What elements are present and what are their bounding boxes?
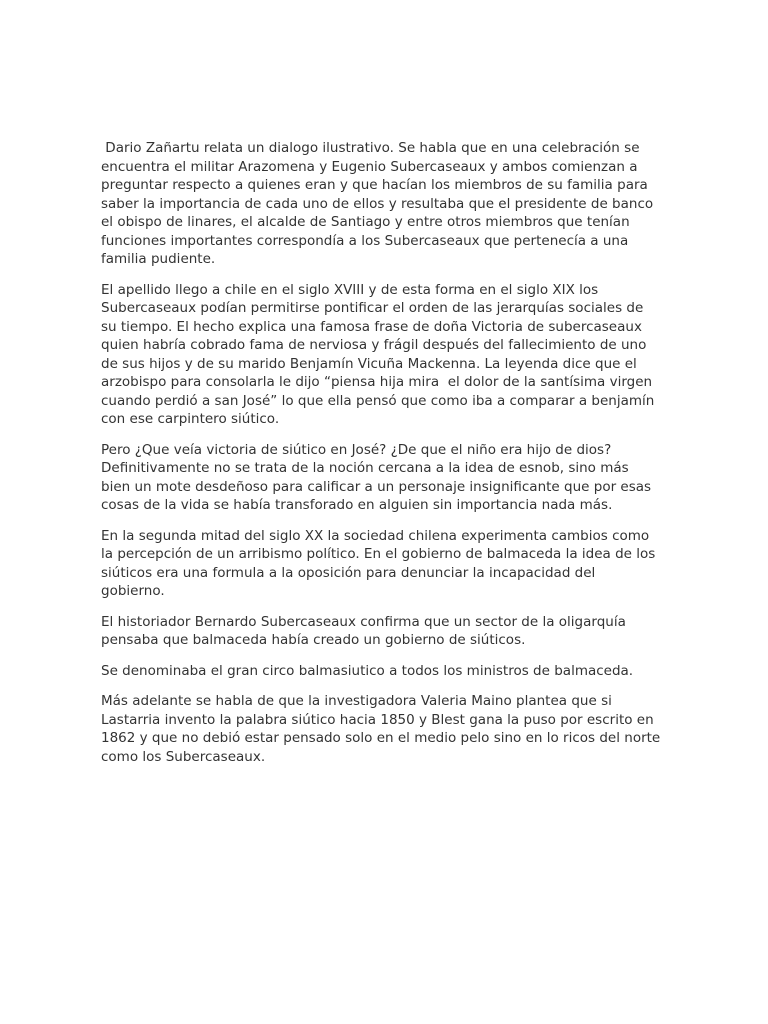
paragraph-3: Pero ¿Que veía victoria de siútico en José? ¿De que el niño era hijo de dios? Definitivamente no se trata de la noción cercana a la idea de esnob, sino más bien un mote desdeñoso para calificar a un personaje insignificante que por esas cosas de la vida se había transforado en alguien sin importancia nada más. — [101, 441, 656, 513]
document-text-block — [101, 139, 665, 766]
paragraph-4: En la segunda mitad del siglo XX la sociedad chilena experimenta cambios como la percepción de un arribismo político. En el gobierno de balmaceda la idea de los siúticos era una formula a la oposición para denunciar la incapacidad del gobierno. — [101, 527, 660, 599]
paragraph-2: El apellido llego a chile en el siglo XVIII y de esta forma en el siglo XIX los Subercaseaux podían permitirse pontificar el orden de las jerarquías sociales de su tiempo. El hecho explica una famosa frase de doña Victoria de subercaseaux quien habría cobrado fama de nerviosa y frágil después del fallecimiento de uno de sus hijos y de su marido Benjamín Vicuña Mackenna. La leyenda dice que el arzobispo para consolarla le dijo “piensa hija mira el dolor de la santísima virgen cuando perdió a san José” lo que ella pensó que como iba a comparar a benjamín con ese carpintero siútico. — [101, 281, 659, 427]
paragraph-7: Más adelante se habla de que la investigadora Valeria Maino plantea que si Lastarria invento la palabra siútico hacia 1850 y Blest gana la puso por escrito en 1862 y que no debió estar pensado solo en el medio pelo sino en lo ricos del norte como los Subercaseaux. — [101, 693, 665, 765]
paragraph-1: Dario Zañartu relata un dialogo ilustrativo. Se habla que en una celebración se encuentra el militar Arazomena y Eugenio Subercaseaux y ambos comienzan a preguntar respecto a quienes eran y que hacían los miembros de su familia para saber la importancia de cada uno de ellos y resultaba que el presidente de banco el obispo de linares, el alcalde de Santiago y entre otros miembros que tenían funciones importantes correspondía a los Subercaseaux que pertenecía a una familia pudiente. — [101, 140, 658, 267]
paragraph-6: Se denominaba el gran circo balmasiutico a todos los ministros de balmaceda. — [101, 662, 634, 679]
paragraph-5: El historiador Bernardo Subercaseaux confirma que un sector de la oligarquía pensaba que balmaceda había creado un gobierno de siúticos. — [101, 613, 631, 648]
